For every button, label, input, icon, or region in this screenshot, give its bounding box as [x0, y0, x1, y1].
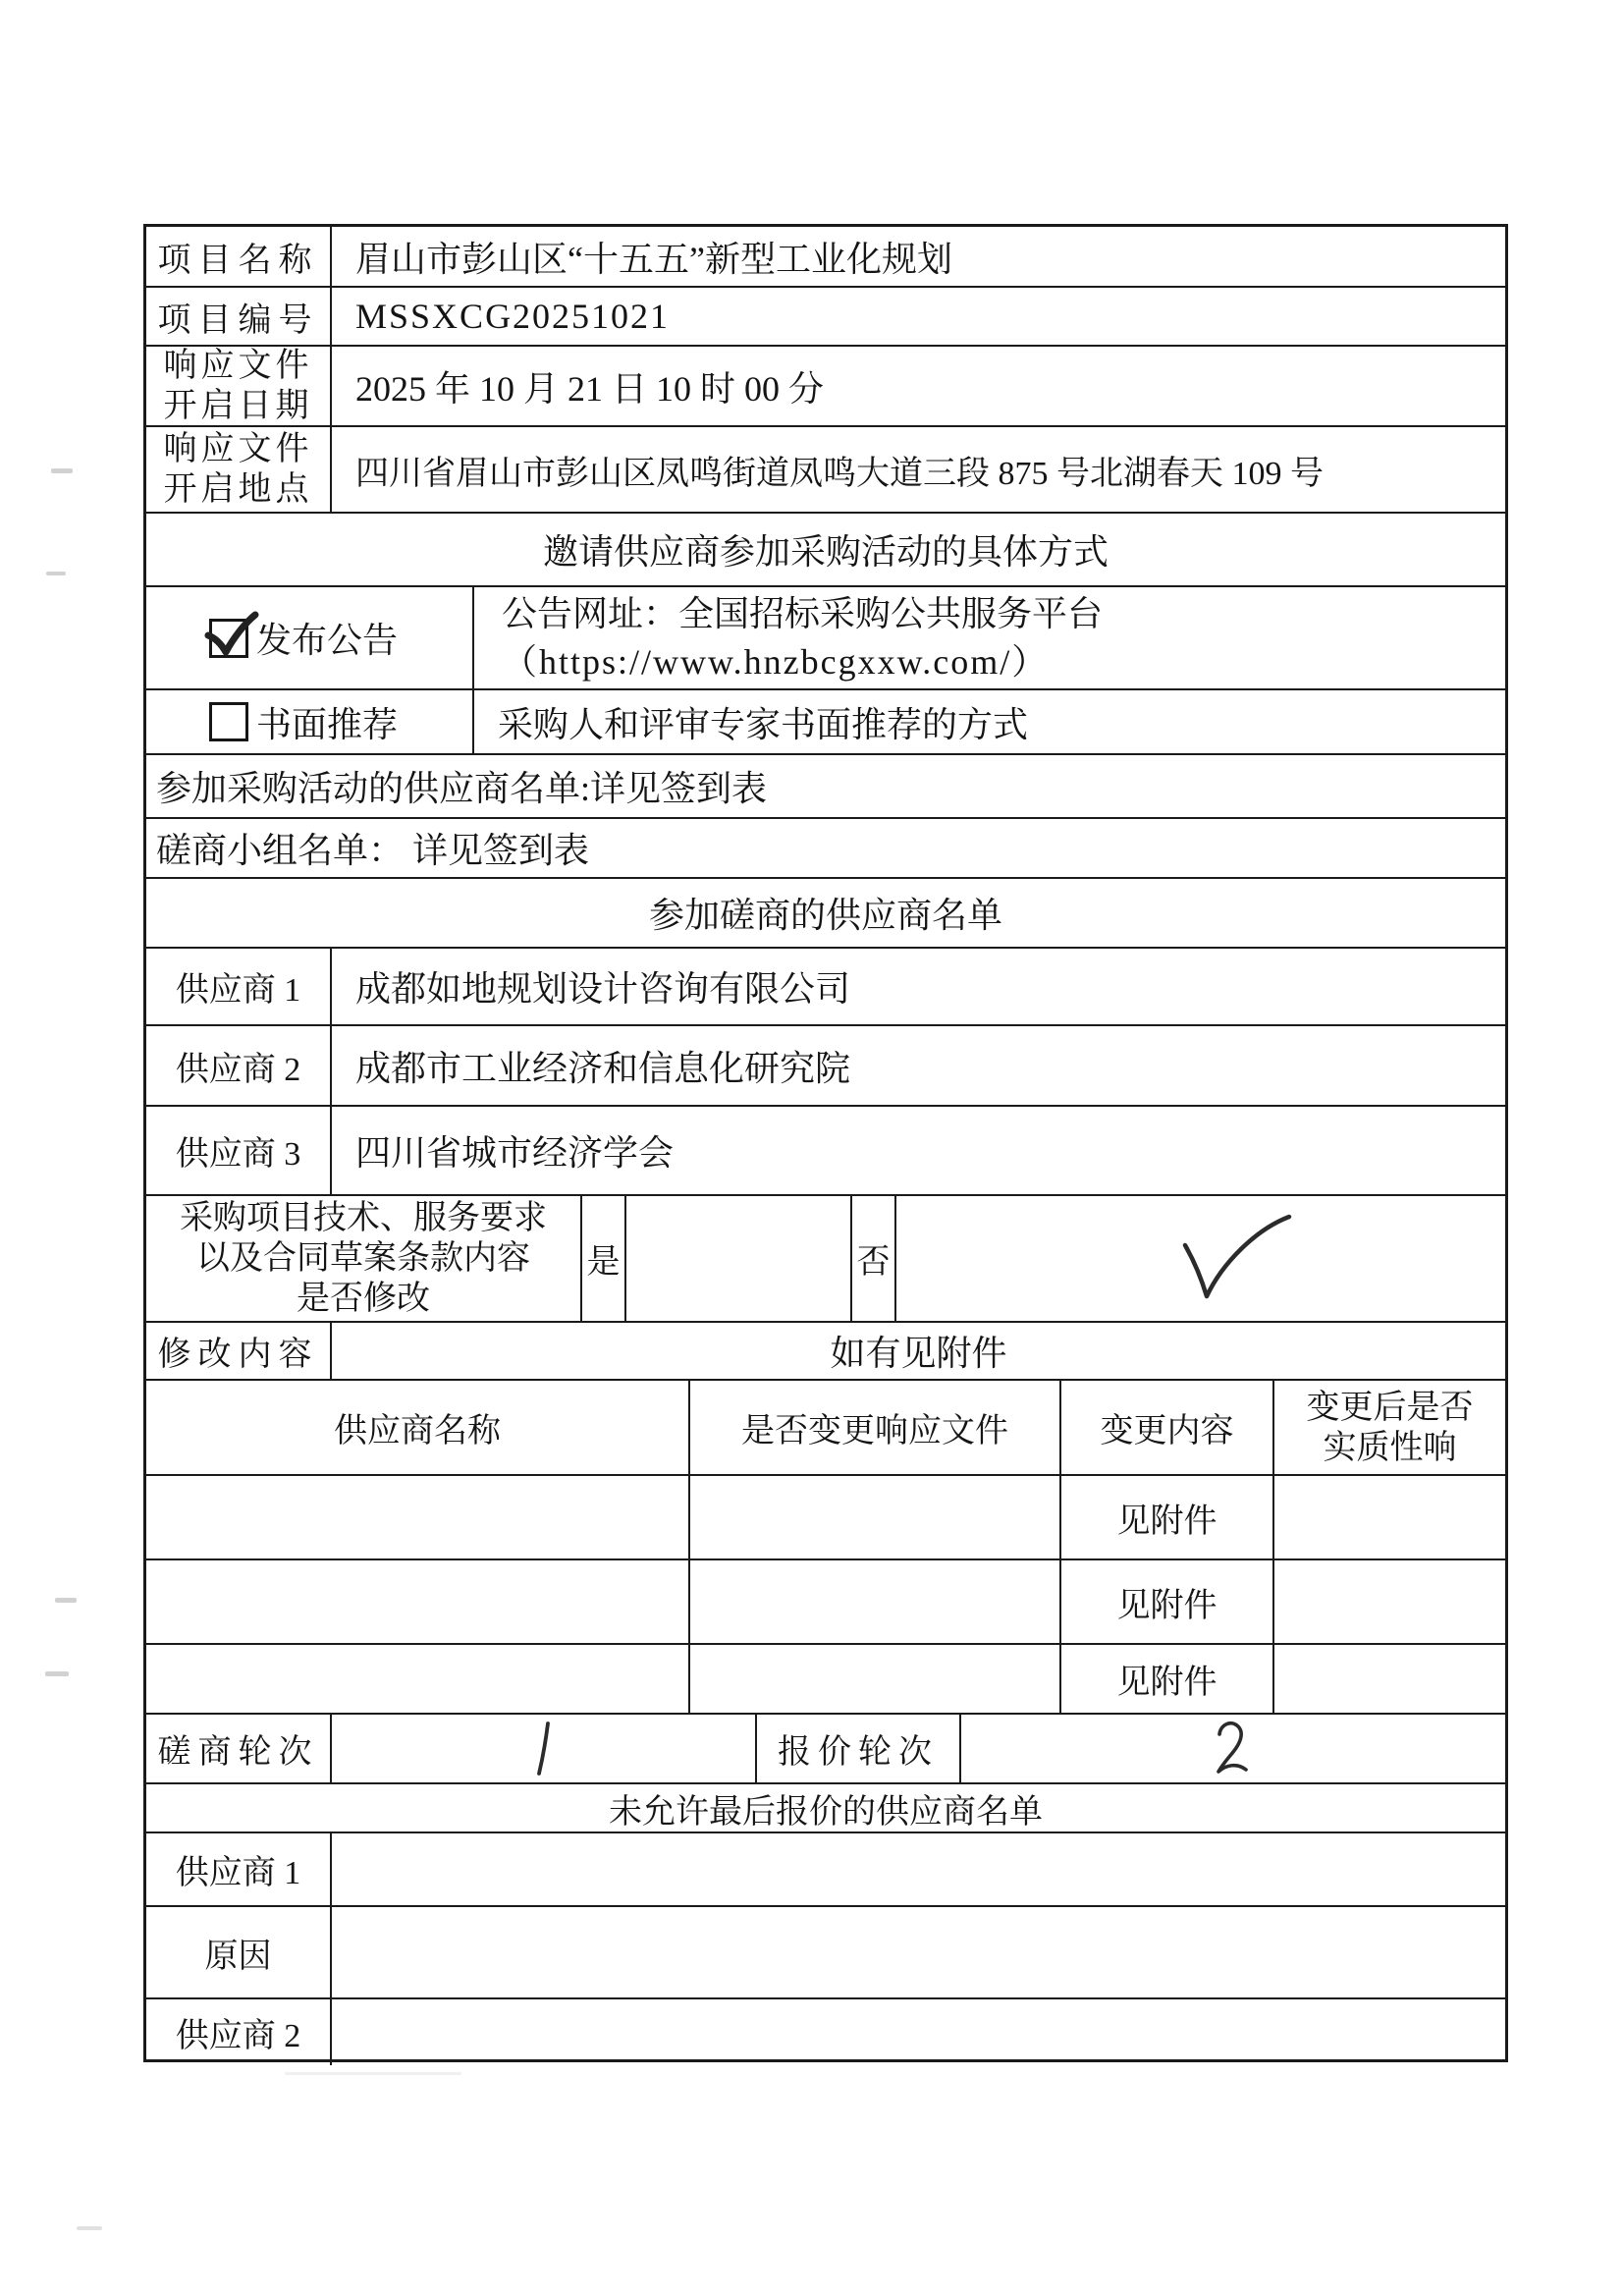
quote-round-value	[961, 1715, 1505, 1782]
table-row-disallowed-supplier-2	[146, 1999, 1505, 2065]
modification-yes-label: 是	[582, 1196, 626, 1321]
open-place-label	[146, 427, 332, 512]
negotiation-round-label: 磋商轮次	[146, 1715, 332, 1782]
change-col-supplier-name: 供应商名称	[146, 1381, 690, 1474]
scan-artifact	[46, 572, 66, 575]
change-2-content: 见附件	[1061, 1560, 1274, 1643]
announcement-url-cell	[474, 587, 1505, 688]
change-1-content: 见附件	[1061, 1476, 1274, 1558]
table-row-project-name	[146, 227, 1505, 288]
scan-artifact	[55, 1598, 77, 1603]
negotiation-suppliers-header: 参加磋商的供应商名单	[648, 896, 1002, 935]
open-place-label-line1: 响应文件	[163, 431, 313, 467]
table-row-change-header	[146, 1381, 1505, 1476]
change-2-changed	[690, 1560, 1061, 1643]
disallowed-supplier-1-value	[332, 1833, 1505, 1905]
table-row-open-place	[146, 427, 1505, 514]
checkbox-state	[212, 705, 213, 706]
scan-artifact	[45, 1671, 69, 1676]
scan-artifact	[285, 2072, 461, 2075]
change-col-substantial	[1274, 1381, 1505, 1474]
announcement-label: 发布公告	[256, 621, 399, 660]
change-1-changed	[690, 1476, 1061, 1558]
change-3-content: 见附件	[1061, 1645, 1274, 1713]
open-date-label-line2: 开启日期	[163, 388, 313, 424]
table-row-modify-content	[146, 1323, 1505, 1381]
open-place-value: 四川省眉山市彭山区凤鸣街道凤鸣大道三段 875 号北湖春天 109 号	[355, 455, 1324, 492]
announcement-url-line1: 公告网址：全国招标采购公共服务平台	[502, 593, 1104, 633]
change-2-name	[146, 1560, 690, 1643]
project-number-label: 项目编号	[146, 288, 332, 345]
checkbox-unchecked-icon	[209, 702, 248, 741]
modification-label-line2: 以及合同草案条款内容	[196, 1240, 530, 1277]
negotiation-round-value	[332, 1715, 757, 1782]
table-row-open-date	[146, 347, 1505, 427]
table-row-supplier-1	[146, 949, 1505, 1026]
table-row-modification	[146, 1196, 1505, 1323]
change-col-substantial-line2: 实质性响	[1323, 1429, 1457, 1466]
announcement-url-line2: （https://www.hnzbcgxxw.com/）	[502, 641, 1050, 682]
change-col-substantial-line1: 变更后是否	[1306, 1389, 1474, 1426]
table-row-disallowed-reason	[146, 1907, 1505, 1999]
handwritten-two-icon	[1210, 1719, 1257, 1779]
final-quote-header: 未允许最后报价的供应商名单	[609, 1793, 1043, 1831]
open-place-label-line2: 开启地点	[163, 471, 313, 508]
table-row-announcement	[146, 587, 1505, 690]
supplier-2-label: 供应商 2	[146, 1026, 332, 1105]
table-row-written-recommendation	[146, 690, 1505, 755]
open-date-label-line1: 响应文件	[163, 348, 313, 384]
modification-label-line3: 是否修改	[297, 1281, 430, 1317]
scan-artifact	[51, 468, 73, 473]
modification-yes-cell	[626, 1196, 852, 1321]
table-row-panel-note	[146, 819, 1505, 879]
disallowed-supplier-2-label: 供应商 2	[146, 1999, 332, 2065]
modify-content-label: 修改内容	[146, 1323, 332, 1379]
modification-no-label: 否	[852, 1196, 896, 1321]
supplier-1-value: 成都如地规划设计咨询有限公司	[355, 969, 851, 1009]
disallowed-supplier-2-value	[332, 1999, 1505, 2065]
table-row-invite-header	[146, 514, 1505, 587]
table-row-negotiation-header	[146, 879, 1505, 949]
modification-label-line1: 采购项目技术、服务要求	[180, 1200, 547, 1236]
table-row-supplier-3	[146, 1107, 1505, 1196]
project-name-label: 项目名称	[146, 227, 332, 286]
table-row-supplier-2	[146, 1026, 1505, 1107]
change-col-changed-response: 是否变更响应文件	[690, 1381, 1061, 1474]
scan-artifact	[77, 2226, 102, 2230]
modification-no-cell	[896, 1196, 1505, 1321]
change-2-substantial	[1274, 1560, 1505, 1643]
written-recommendation-option	[146, 690, 474, 753]
table-row-change-3	[146, 1645, 1505, 1715]
disallowed-reason-value	[332, 1907, 1505, 1997]
open-date-value: 2025 年 10 月 21 日 10 时 00 分	[355, 368, 825, 409]
handwritten-one-icon	[531, 1720, 557, 1778]
supplier-3-value: 四川省城市经济学会	[355, 1133, 675, 1173]
change-1-substantial	[1274, 1476, 1505, 1558]
handwritten-checkmark-icon	[1171, 1212, 1299, 1306]
change-3-name	[146, 1645, 690, 1713]
table-row-rounds	[146, 1715, 1505, 1784]
table-row-disallowed-supplier-1	[146, 1833, 1505, 1907]
supplier-2-value: 成都市工业经济和信息化研究院	[355, 1048, 851, 1088]
table-row-project-number	[146, 288, 1505, 347]
procurement-record-table	[143, 224, 1508, 2062]
table-row-change-1	[146, 1476, 1505, 1560]
project-name-value: 眉山市彭山区“十五五”新型工业化规划	[355, 239, 952, 279]
change-3-substantial	[1274, 1645, 1505, 1713]
disallowed-supplier-1-label: 供应商 1	[146, 1833, 332, 1905]
change-1-name	[146, 1476, 690, 1558]
open-date-label	[146, 347, 332, 425]
invite-method-header: 邀请供应商参加采购活动的具体方式	[542, 532, 1109, 572]
supplier-3-label: 供应商 3	[146, 1107, 332, 1194]
checkbox-checked-icon	[209, 619, 248, 658]
panel-note: 磋商小组名单： 详见签到表	[156, 831, 590, 870]
table-row-change-2	[146, 1560, 1505, 1645]
supplier-1-label: 供应商 1	[146, 949, 332, 1024]
participants-note: 参加采购活动的供应商名单:详见签到表	[156, 769, 768, 808]
change-col-change-content: 变更内容	[1061, 1381, 1274, 1474]
modify-content-value: 如有见附件	[830, 1334, 1007, 1373]
change-3-changed	[690, 1645, 1061, 1713]
written-recommendation-desc: 采购人和评审专家书面推荐的方式	[498, 704, 1029, 744]
table-row-participants-note	[146, 755, 1505, 819]
modification-question-label	[146, 1196, 582, 1321]
table-row-final-quote-header	[146, 1784, 1505, 1833]
announcement-option	[146, 587, 474, 688]
disallowed-reason-label: 原因	[146, 1907, 332, 1997]
written-recommendation-label: 书面推荐	[256, 704, 399, 744]
quote-round-label: 报价轮次	[757, 1715, 961, 1782]
project-number-value: MSSXCG20251021	[355, 297, 671, 336]
